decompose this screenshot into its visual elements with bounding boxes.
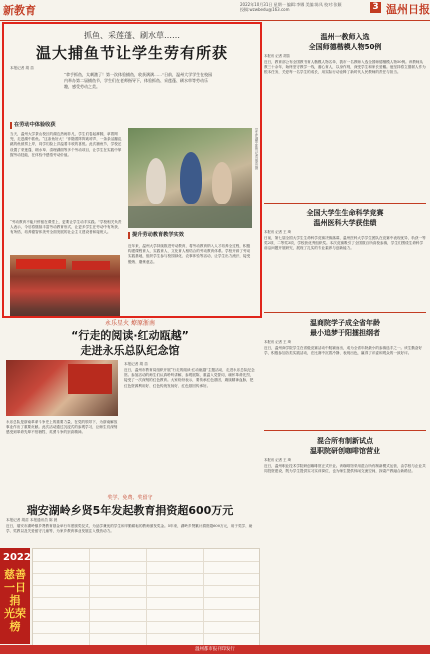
- photo-figure: [146, 158, 166, 204]
- photo-figure: [212, 162, 232, 204]
- right-body-2: 日前，第七届全国大学生生命科学竞赛决赛落幕，温州医科大学学生团队在竞赛中表现优异，斩获一等奖2项、二等奖3项，学校获优秀组织奖。本次竞赛吸引了全国数百所高校参赛，学生们围绕生命科学前沿问题开展研究，展现了扎实的专业素养与创新能力。: [264, 236, 426, 251]
- photo-figure: [180, 152, 202, 204]
- middle-kicker: 永乐星火 燎原浙南: [105, 320, 155, 327]
- donation-table: [32, 548, 260, 646]
- bottom-byline: 本报记者 胡苗 本报通讯员 陈 晨: [6, 518, 58, 522]
- right-body-3: 近日，温州商学院学生在省级竞赛活动中脱颖而出，成为全省年龄最小的参赛选手之一。该生勤奋好学，积极参加各类实践活动，在比赛中沉着冷静、表现出色，赢得了评委和观众的一致好评。: [264, 346, 423, 356]
- main-headline: 温大捕鱼节让学生劳有所获: [35, 44, 228, 62]
- divider: [264, 312, 426, 313]
- main-body-2: 近年来，温州大学持续推进劳动教育，将劳动教育纳入人才培养全过程，积极构建课程育人、实践育人、文化育人相结合的劳动教育体系。学校开辟了劳动实践基地，组织学生参与校园绿化、农事体验等活动，让学生出力流汗，接受锻炼、磨炼意志。: [128, 244, 251, 264]
- table-column: [146, 549, 147, 645]
- date-text: 2022年10月31日 星期一 编辑:李娜 美编:陈凤 校对:张颖: [240, 2, 342, 7]
- right-headline-4a: 混合所有制新试点: [317, 437, 373, 445]
- right-headline-1b: 全国师德楷模人物50例: [308, 43, 382, 51]
- main-subhead-1: 在劳动中体验收获: [10, 122, 124, 129]
- main-subhead-2: 提升劳动教育教学实效: [128, 232, 256, 239]
- page-footer: 温州都市报刊印发行: [0, 645, 430, 654]
- page-number: 3: [370, 2, 381, 13]
- bottom-body: 近日，瑞安市湖岭镇乡贤教育基金举行年度颁奖仪式，为品学兼优的学生和辛勤耕耘的教师颁发奖金。5年来，湖岭乡贤累计捐资超600万元，用于奖学、助学、奖教以及关爱留守儿童等，为家乡教育事业发展注入强劲动力。: [6, 524, 253, 534]
- table-column: [89, 549, 90, 645]
- page-header: [0, 0, 430, 21]
- photo-caption: 学生在湖中抓鱼 记者 胡苗 摄: [254, 128, 258, 170]
- memorial-photo: [6, 360, 118, 416]
- right-headline-1a: 温州一教师入选: [320, 33, 370, 41]
- right-byline-2: 本报讯 记者 王 琦: [264, 230, 291, 234]
- main-body-3: “劳动教育不能只停留在课堂上，更要让学生动手实践。”学校相关负责人表示，今后将继续丰富劳动教育形式，让更多学生在劳动中有所获、有所悟，培养德智体美劳全面发展的社会主义建设者和接班人。: [10, 220, 122, 235]
- middle-body-2: 永乐总队是浙南革命斗争史上的重要力量，在党的领导下，为浙南解放事业作出了重要贡献。此次活动通过沉浸式的参观学习，让师生们深刻感受到革命先辈不怕牺牲、英勇斗争的崇高精神。: [6, 420, 118, 435]
- table-column: [203, 549, 204, 645]
- red-banner: [72, 261, 110, 270]
- memorial-board: [68, 364, 112, 394]
- right-byline-1: 本报讯 记者 胡苗: [264, 54, 290, 58]
- right-byline-3: 本报讯 记者 王 琦: [264, 340, 291, 344]
- right-byline-4: 本报讯 记者 王 琦: [264, 458, 291, 462]
- right-headline-2a: 全国大学生生命科学竞赛: [306, 209, 384, 217]
- photo-water: [128, 206, 252, 228]
- red-banner: [16, 259, 66, 269]
- right-column: [262, 22, 428, 652]
- paper-logo: 温州日报: [386, 3, 430, 16]
- middle-byline: 本报记者 胡 苗: [124, 362, 148, 366]
- right-body-1: 近日，教育部公布全国教书育人楷模人物名单，我市一名教师入选全国师德楷模人物50例。该教师从教三十余年，始终坚守教学一线，潜心育人，以身作则，深受学生和家长爱戴。他坚持将立德树人作为根本任务，关爱每一名学生的成长，用实际行动诠释了新时代人民教师的责任与担当。: [264, 60, 426, 75]
- divider: [264, 203, 426, 204]
- middle-headline-1: “行走的阅读·红动瓯越”: [71, 329, 189, 342]
- main-kicker: 抓鱼、采莲蓬、刷水草……: [84, 31, 180, 40]
- right-headline-3a: 温商院学子成全省年龄: [310, 319, 380, 327]
- ad-year: 2022: [3, 552, 31, 563]
- ad-title: 慈善一日捐 光荣榜: [4, 568, 26, 633]
- main-article: [2, 22, 262, 318]
- right-headline-4b: 温职院研创咖啡馆营业: [310, 447, 380, 455]
- right-headline-2b: 温州医科大学获佳绩: [313, 219, 377, 227]
- middle-body: 近日，温州市教育局组织开展“行走的阅读·红动瓯越”主题活动，走进永乐总队纪念馆。参加活动的师生们认真聆听讲解，参观展陈，重温入党誓词，缅怀革命先烈，接受了一次深刻的红色教育。大家纷纷表示，要传承红色基因，赓续精神血脉，把红色资源利用好、红色传统发扬好、红色基因传承好。: [124, 368, 255, 388]
- contact-text: 投稿:wzwbedu@163.com: [240, 7, 290, 12]
- main-body-1: 当天，温州大学茶山校区的湖边热闹非凡，学生们卷起裤腿，拿着网兜，走进湖中抓鱼。“这条鱼好大！”伴随着阵阵欢呼声，一条条活蹦乱跳的鱼被捞上岸，同学们脸上洋溢着丰收的喜悦。此次捕鱼节，学校还设置了采莲蓬、刷水草、清理湖面等多个劳动项目，让学生在实践中掌握劳动技能，在体验中感悟劳动价值。: [10, 132, 122, 157]
- middle-headline-2: 走进永乐总队纪念馆: [80, 344, 180, 357]
- right-body-4: 近日，温州职业技术学院研创咖啡馆正式开业。该咖啡馆采用混合所有制新模式运营，由学校与企业共同投资建设，既为学生提供实习实训岗位，也为师生提供休闲交流空间，探索产教融合新路径。: [264, 464, 426, 474]
- section-title: 新教育: [3, 4, 36, 17]
- crowd-photo: [10, 255, 120, 318]
- fishing-photo: [128, 128, 252, 228]
- right-headline-3b: 最小追梦于阳擂担纲者: [310, 329, 380, 337]
- main-byline: 本报记者 胡 苗: [10, 66, 34, 70]
- date-line: [240, 2, 370, 12]
- main-lead: “拿手抓鱼，太刺激了！第一次体验捕鱼，收获满满……”日前，温州大学学生在校园内举办第二届捕鱼节，学生们在老师指导下，体验抓鱼、采莲蓬、刷水草等劳动乐趣，感受劳动之美。: [64, 72, 213, 89]
- divider: [264, 430, 426, 431]
- donation-ad: [0, 548, 30, 644]
- bottom-headline: 瑞安湖岭乡贤5年发起教育捐资超600万元: [26, 504, 234, 517]
- bottom-kicker: 奖学、免费、奖留守: [107, 495, 153, 501]
